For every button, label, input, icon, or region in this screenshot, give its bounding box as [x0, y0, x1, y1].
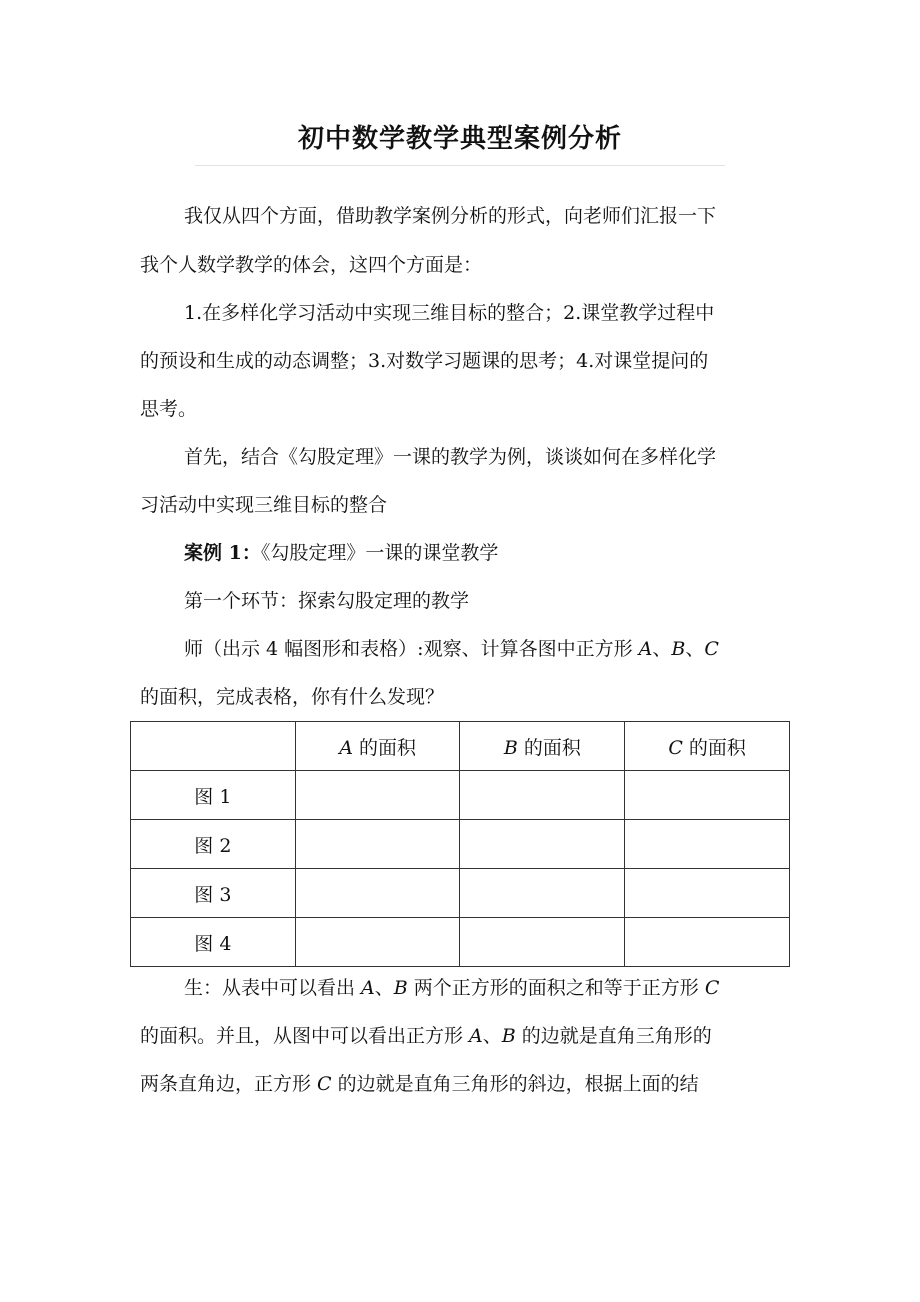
case-heading: [184, 541, 498, 565]
paragraph-line: 首先，结合《勾股定理》一课的教学为例，谈谈如何在多样化学: [184, 446, 717, 468]
table-row: [131, 771, 790, 820]
table-cell: [625, 918, 790, 967]
student-answer: 生：从表中可以看出 A、B 两个正方形的面积之和等于正方形 C: [184, 977, 720, 999]
paragraph-line: 我个人数学教学的体会，这四个方面是：: [140, 254, 483, 276]
table-cell: [295, 869, 460, 918]
table-cell: [625, 771, 790, 820]
separator: 、: [685, 638, 705, 660]
var-b: B: [393, 977, 408, 999]
table-cell: [460, 869, 625, 918]
table-cell: [295, 771, 460, 820]
var-c: C: [704, 977, 720, 999]
row-label: 图 3: [131, 869, 296, 918]
paragraph-line: 的面积，完成表格，你有什么发现？: [140, 686, 445, 708]
table-row: [131, 918, 790, 967]
table-cell: [295, 820, 460, 869]
paragraph-line: 习活动中实现三维目标的整合: [140, 494, 388, 516]
var-a: A: [469, 1025, 483, 1047]
case-label: 案例 1：: [184, 542, 261, 564]
row-label: 图 1: [131, 771, 296, 820]
paragraph-line: 的预设和生成的动态调整；3.对数学习题课的思考；4.对课堂提问的: [140, 350, 709, 372]
paragraph-line: 我仅从四个方面，借助教学案例分析的形式，向老师们汇报一下: [184, 205, 717, 227]
row-label: 图 4: [131, 918, 296, 967]
table-header-cell: C 的面积: [625, 722, 790, 771]
separator: 、: [652, 638, 672, 660]
var-a: A: [638, 638, 653, 660]
var-b: B: [501, 1025, 516, 1047]
row-label: 图 2: [131, 820, 296, 869]
question-text: 师（出示 4 幅图形和表格）:观察、计算各图中正方形: [184, 638, 639, 660]
document-title: 初中数学教学典型案例分析: [297, 124, 622, 154]
table-cell: [295, 918, 460, 967]
table-header-cell: [131, 722, 296, 771]
area-table: [130, 721, 790, 967]
var-b: B: [671, 638, 686, 660]
table-cell: [625, 869, 790, 918]
paragraph-line: 思考。: [140, 398, 198, 420]
var-c: C: [317, 1073, 332, 1095]
var-c: C: [704, 638, 719, 660]
table-header-row: [131, 722, 790, 771]
paragraph-line: 1.在多样化学习活动中实现三维目标的整合；2.课堂教学过程中: [184, 302, 715, 324]
paragraph-line: 两条直角边，正方形 C 的边就是直角三角形的斜边，根据上面的结: [140, 1073, 699, 1095]
section-heading: 第一个环节：探索勾股定理的教学: [184, 590, 470, 612]
title-divider: [195, 165, 725, 166]
case-title: 《勾股定理》一课的课堂教学: [260, 542, 499, 564]
table-header-cell: B 的面积: [460, 722, 625, 771]
table-cell: [460, 918, 625, 967]
var-a: A: [361, 977, 375, 999]
table-cell: [625, 820, 790, 869]
table-header-cell: A 的面积: [295, 722, 460, 771]
table-cell: [460, 820, 625, 869]
paragraph-line: 的面积。并且，从图中可以看出正方形 A、B 的边就是直角三角形的: [140, 1025, 712, 1047]
table-cell: [460, 771, 625, 820]
teacher-question: [184, 637, 719, 661]
table-row: [131, 820, 790, 869]
table-row: [131, 869, 790, 918]
